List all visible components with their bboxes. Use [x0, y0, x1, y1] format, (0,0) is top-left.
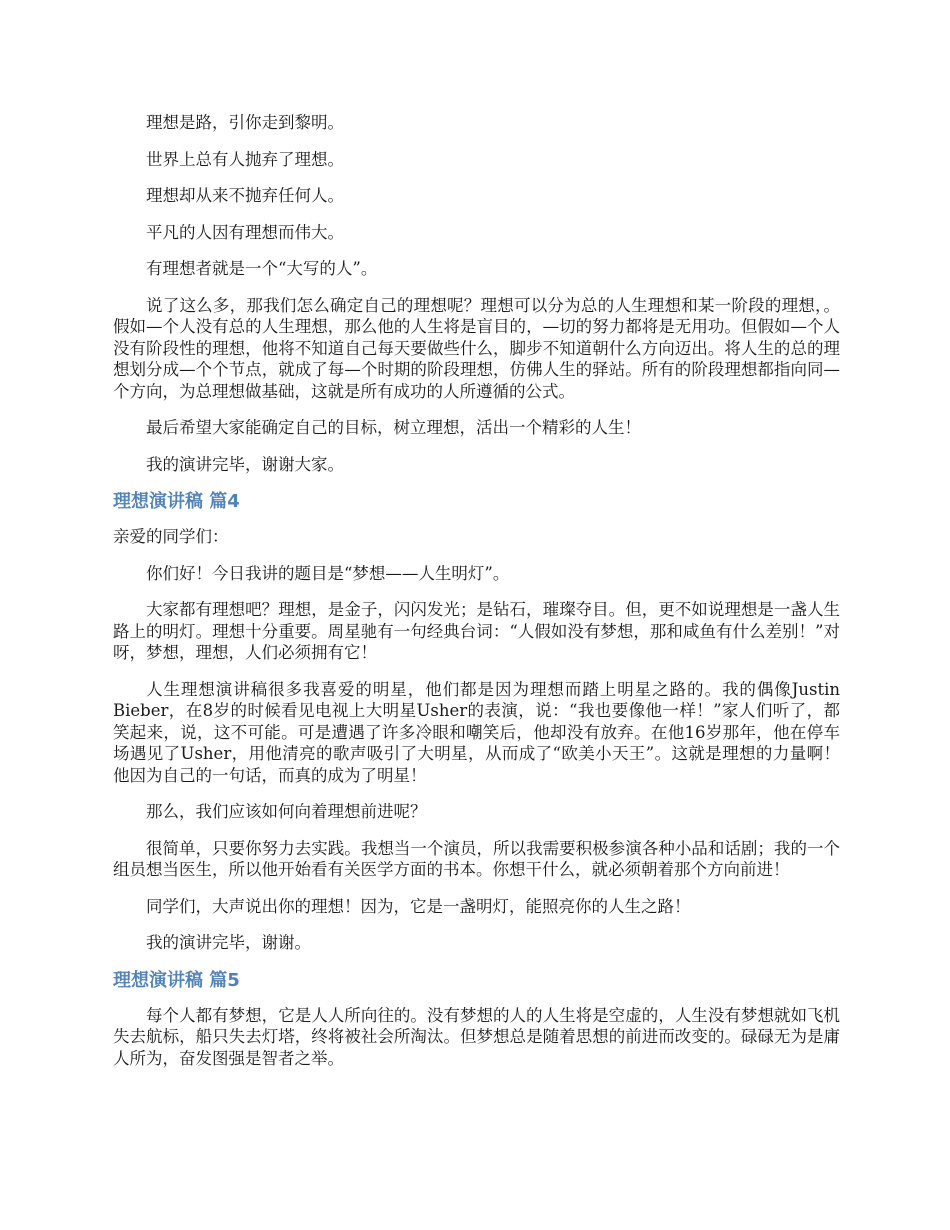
paragraph: 人生理想演讲稿很多我喜爱的明星，他们都是因为理想而踏上明星之路的。我的偶像Justin Bieber，在8岁的时候看见电视上大明星Usher的表演，说：“我也要像他一样！”家人们听了，都笑起来，说，这不可能。可是遭遇了许多冷眼和嘲笑后，他却没有放弃。在他16岁那年，他在停车场遇见了Usher，用他清亮的歌声吸引了大明星，从而成了“欧美小天王”。这就是理想的力量啊！他因为自己的一句话，而真的成为了明星！ [113, 679, 840, 785]
paragraph: 很简单，只要你努力去实践。我想当一个演员，所以我需要积极参演各种小品和话剧；我的一个组员想当医生，所以他开始看有关医学方面的书本。你想干什么，就必须朝着那个方向前进！ [113, 838, 840, 879]
paragraph: 每个人都有梦想，它是人人所向往的。没有梦想的人的人生将是空虚的，人生没有梦想就如飞机失去航标，船只失去灯塔，终将被社会所淘汰。但梦想总是随着思想的前进而改变的。碌碌无为是庸人所为，奋发图强是智者之举。 [113, 1005, 840, 1068]
paragraph: 大家都有理想吧？理想，是金子，闪闪发光；是钻石，璀璨夺目。但，更不如说理想是一盏人生路上的明灯。理想十分重要。周星驰有一句经典台词：“人假如没有梦想，那和咸鱼有什么差别！”对呀，梦想，理想，人们必须拥有它！ [113, 600, 840, 662]
salutation: 亲爱的同学们： [113, 527, 229, 546]
paragraph: 我的演讲完毕，谢谢。 [146, 933, 311, 952]
section-heading: 理想演讲稿 篇5 [113, 969, 240, 991]
paragraph: 平凡的人因有理想而伟大。 [146, 222, 344, 242]
paragraph: 有理想者就是一个“大写的人”。 [146, 259, 378, 278]
paragraph: 理想却从来不抛弃任何人。 [146, 186, 344, 205]
paragraph: 最后希望大家能确定自己的目标，树立理想，活出一个精彩的人生！ [146, 418, 641, 437]
section-5 [113, 969, 840, 1070]
paragraph: 说了这么多，那我们怎么确定自己的理想呢？理想可以分为总的人生理想和某一阶段的理想，。假如—个人没有总的人生理想，那么他的人生将是盲目的，—切的努力都将是无用功。但假如—个人没有阶段性的理想，他将不知道自己每天要做些什么，脚步不知道朝什么方向迈出。将人生的总的理想划分成—个个节点，就成了每—个时期的阶段理想，仿佛人生的驿站。所有的阶段理想都指向同—个方向，为总理想做基础，这就是所有成功的人所遵循的公式。 [113, 295, 840, 401]
paragraph: 你们好！今日我讲的题目是“梦想——人生明灯”。 [146, 563, 510, 583]
section-4 [113, 490, 840, 954]
section-3-tail [113, 112, 840, 475]
paragraph: 理想是路，引你走到黎明。 [146, 113, 344, 132]
section-heading: 理想演讲稿 篇4 [113, 491, 240, 512]
document-body [113, 112, 840, 1084]
paragraph: 同学们，大声说出你的理想！因为，它是一盏明灯，能照亮你的人生之路！ [146, 896, 691, 916]
paragraph: 那么，我们应该如何向着理想前进呢？ [146, 802, 427, 821]
paragraph: 我的演讲完毕，谢谢大家。 [146, 454, 344, 474]
paragraph: 世界上总有人抛弃了理想。 [146, 149, 344, 169]
